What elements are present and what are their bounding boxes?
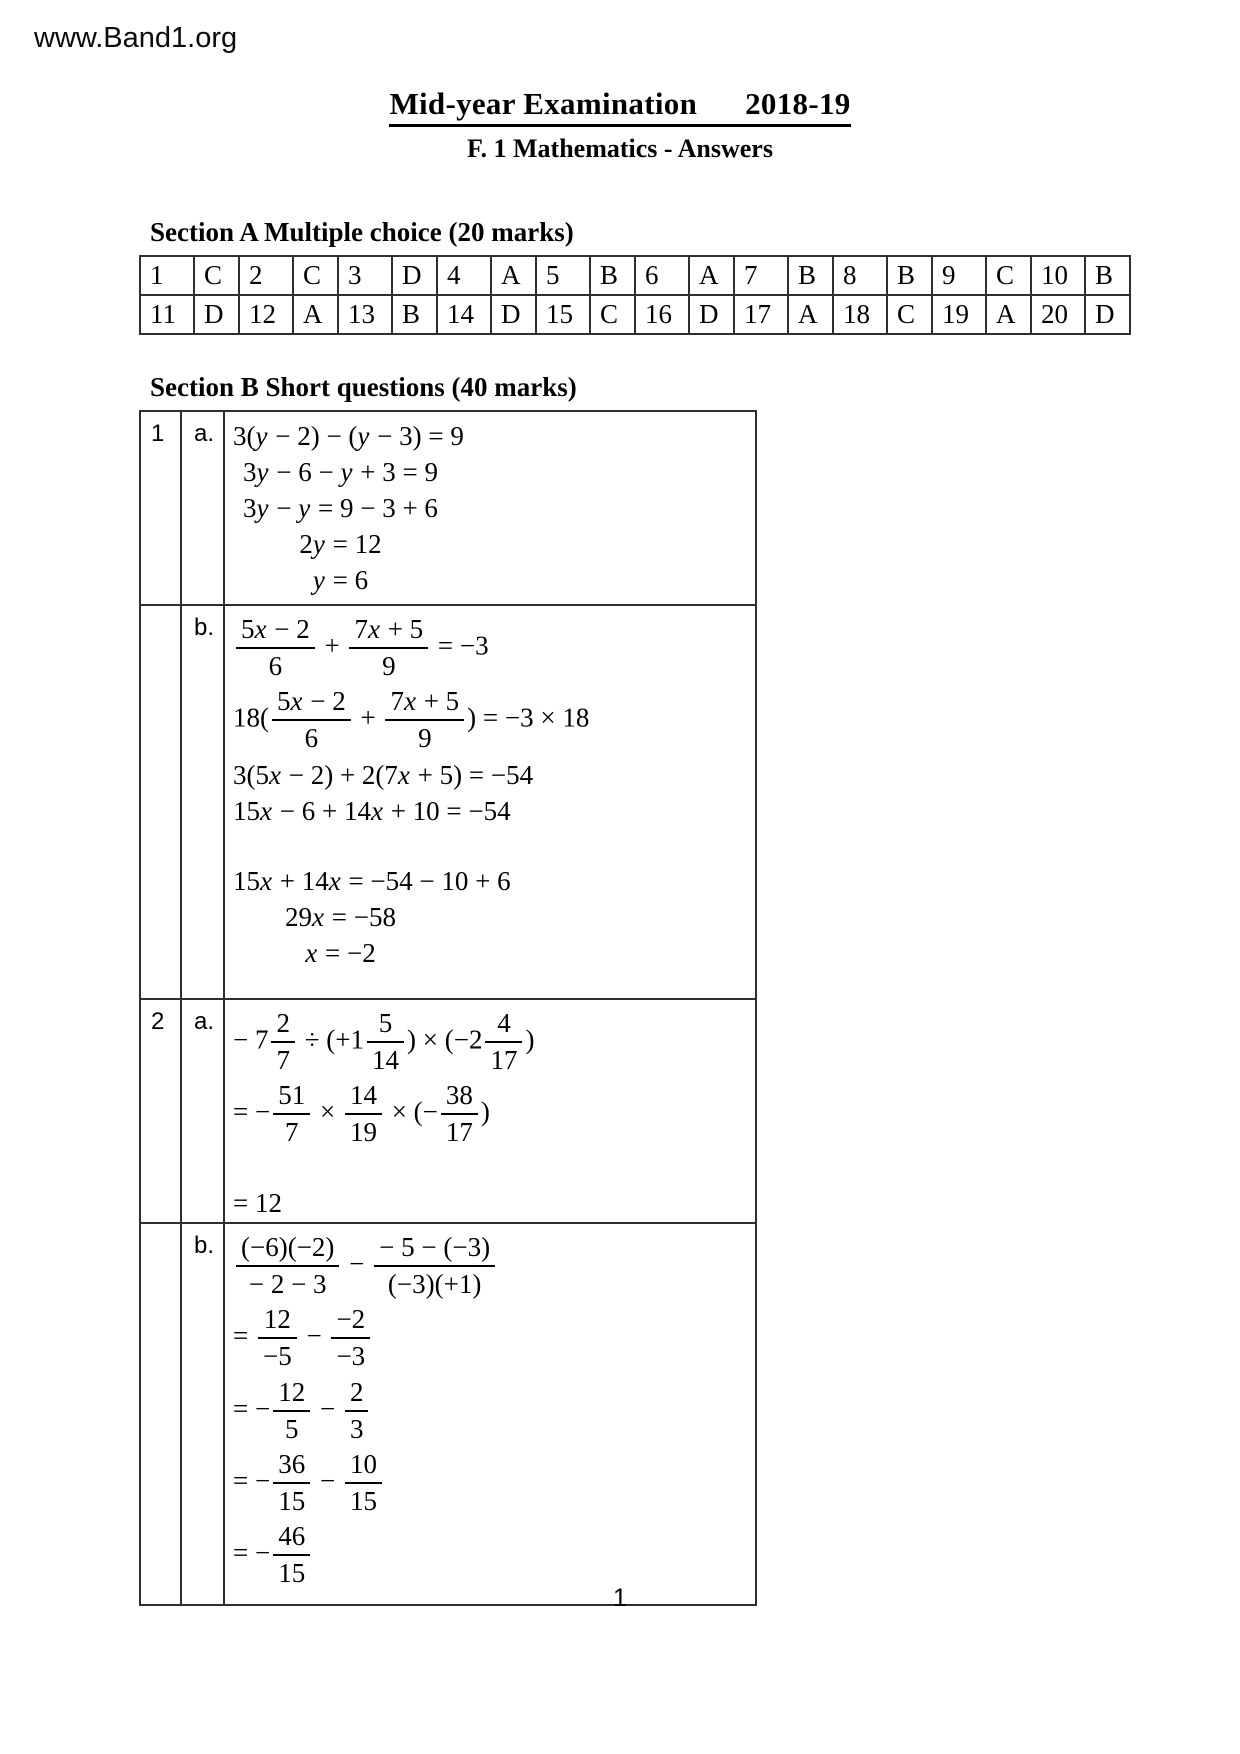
page-title-year: 2018-19 — [745, 86, 851, 121]
mc-question-number: 19 — [932, 295, 986, 334]
mc-answer: A — [788, 295, 833, 334]
mc-question-number: 4 — [437, 256, 491, 295]
math-variable: x — [260, 865, 272, 896]
math-variable: y — [256, 493, 269, 523]
mc-row — [140, 256, 1130, 295]
math-text: + — [353, 702, 383, 733]
math-text: = 12 — [325, 529, 382, 559]
math-text: + 5) = −54 — [410, 759, 534, 790]
question-number: 1 — [140, 411, 181, 605]
math-text: + — [317, 630, 347, 661]
working-cell — [224, 605, 756, 999]
math-text: 15 — [278, 1486, 306, 1517]
math-text: ) — [525, 1024, 535, 1055]
math-text: = 6 — [325, 565, 369, 595]
fraction-numerator — [345, 1081, 382, 1115]
fraction — [236, 1231, 339, 1301]
math-text: 2 — [276, 1008, 290, 1038]
math-text: 14 — [349, 1080, 377, 1111]
math-text: 19 — [349, 1117, 377, 1148]
math-text: 12 — [278, 1376, 306, 1407]
fraction-denominator — [273, 1484, 310, 1516]
fraction — [273, 1448, 310, 1518]
math-line — [233, 490, 448, 526]
fraction-denominator — [385, 721, 464, 753]
math-variable: y — [357, 421, 370, 451]
math-line — [233, 863, 511, 899]
math-variable: x — [403, 686, 416, 717]
math-text: − 3) = 9 — [370, 421, 464, 451]
mc-answer: B — [590, 256, 635, 295]
math-text: = — [233, 1320, 255, 1351]
mc-question-number: 17 — [734, 295, 788, 334]
fraction — [331, 1303, 370, 1373]
fraction — [485, 1007, 522, 1077]
fraction — [385, 685, 464, 755]
sb-row — [140, 411, 756, 605]
fraction — [273, 1079, 310, 1149]
math-variable: x — [305, 937, 318, 968]
math-variable: x — [370, 795, 383, 826]
math-text: 6 — [268, 651, 283, 682]
mc-question-number: 6 — [635, 256, 689, 295]
math-line — [233, 1078, 490, 1150]
mc-answer: B — [392, 295, 437, 334]
page-number: 1 — [613, 1584, 627, 1612]
math-text: = 9 − 3 + 6 — [311, 493, 438, 523]
page-title-main: Mid-year Examination — [389, 86, 698, 121]
math-variable: x — [260, 795, 272, 826]
math-text: 7 — [284, 1117, 299, 1148]
math-text: + 10 = −54 — [383, 795, 511, 826]
fraction-denominator — [441, 1115, 478, 1147]
fraction-denominator — [331, 1339, 370, 1371]
math-text: = −2 — [318, 937, 376, 968]
mc-question-number: 15 — [536, 295, 590, 334]
mc-answer: C — [887, 295, 932, 334]
mc-question-number: 1 — [140, 256, 194, 295]
fraction — [367, 1007, 404, 1077]
math-text: 6 — [304, 723, 319, 754]
math-text: 14 — [372, 1045, 400, 1076]
working-cell — [224, 411, 756, 605]
multiple-choice-table-body — [140, 256, 1130, 334]
fraction-denominator — [236, 649, 315, 681]
math-text: − 2) + 2(7 — [281, 759, 398, 790]
mc-question-number: 9 — [932, 256, 986, 295]
math-variable: y — [340, 457, 353, 487]
math-text: 17 — [445, 1117, 473, 1148]
math-text: 5 — [284, 1413, 299, 1444]
math-text: 38 — [445, 1080, 473, 1111]
math-text: 36 — [278, 1448, 306, 1479]
mc-answer: C — [986, 256, 1031, 295]
mc-question-number: 8 — [833, 256, 887, 295]
fraction-denominator — [271, 1043, 295, 1075]
working-area — [233, 612, 590, 971]
question-number: 2 — [140, 999, 181, 1223]
math-text: × — [313, 1096, 342, 1127]
fraction-denominator — [236, 1267, 339, 1299]
math-line — [233, 418, 464, 454]
math-text: 15 — [233, 795, 260, 826]
math-text: − — [269, 493, 299, 523]
working-area — [233, 1006, 535, 1221]
math-text: 12 — [263, 1304, 291, 1335]
mc-answer: B — [788, 256, 833, 295]
math-line — [233, 1447, 448, 1519]
math-text: 2 — [299, 529, 313, 559]
math-text: − — [313, 1392, 342, 1423]
math-variable: y — [312, 529, 325, 559]
math-text: 3( — [233, 421, 256, 451]
fraction — [236, 613, 315, 683]
fraction-numerator — [349, 615, 428, 649]
mc-answer: A — [689, 256, 734, 295]
math-text: = − — [233, 1096, 271, 1127]
section-a — [139, 217, 1131, 335]
math-text: = −58 — [325, 901, 396, 932]
fraction-numerator — [374, 1233, 495, 1267]
math-variable: y — [256, 457, 269, 487]
fraction-numerator — [273, 1450, 310, 1484]
fraction — [345, 1448, 382, 1518]
mc-question-number: 2 — [239, 256, 293, 295]
math-text: = 12 — [233, 1187, 282, 1218]
fraction-numerator — [236, 1233, 339, 1267]
fraction-denominator — [345, 1484, 382, 1516]
mc-answer: D — [1085, 295, 1130, 334]
math-variable: x — [290, 686, 303, 717]
fraction-denominator — [345, 1115, 382, 1147]
mc-question-number: 20 — [1031, 295, 1085, 334]
math-text: − 2) − ( — [268, 421, 358, 451]
fraction-numerator — [331, 1305, 370, 1339]
math-variable: x — [269, 759, 281, 790]
math-text: 9 — [418, 723, 432, 754]
fraction-denominator — [272, 721, 351, 753]
math-text: ) — [480, 1096, 490, 1127]
math-text: (−6)(−2) — [241, 1232, 335, 1262]
site-watermark: www.Band1.org — [34, 22, 238, 54]
mc-question-number: 16 — [635, 295, 689, 334]
math-text: + 5 — [416, 686, 460, 717]
fraction-denominator — [273, 1115, 310, 1147]
fraction-denominator — [367, 1043, 404, 1075]
multiple-choice-table — [139, 255, 1131, 335]
math-text: + 5 — [380, 614, 424, 644]
math-text: 3 — [243, 457, 257, 487]
mc-question-number: 12 — [239, 295, 293, 334]
math-text: ) = −3 × 18 — [467, 702, 590, 733]
fraction-numerator — [236, 615, 315, 649]
fraction-numerator — [367, 1009, 404, 1043]
fraction-numerator — [273, 1081, 310, 1115]
math-text: 5 — [277, 686, 291, 717]
question-number — [140, 605, 181, 999]
mc-question-number: 18 — [833, 295, 887, 334]
math-line — [233, 793, 511, 829]
mc-question-number: 7 — [734, 256, 788, 295]
math-text: 3(5 — [233, 759, 269, 790]
fraction — [258, 1303, 297, 1373]
math-text: + 14 — [272, 865, 329, 896]
sb-row — [140, 1223, 756, 1605]
mc-row — [140, 295, 1130, 334]
math-text: 4 — [497, 1008, 511, 1038]
fraction-numerator — [441, 1081, 478, 1115]
math-text: 17 — [490, 1045, 518, 1076]
fraction — [272, 685, 351, 755]
working-area — [233, 418, 464, 598]
math-variable: y — [298, 493, 311, 523]
math-text: − — [299, 1320, 329, 1351]
mc-answer: A — [986, 295, 1031, 334]
math-variable: x — [328, 865, 341, 896]
mc-answer: D — [689, 295, 734, 334]
math-line — [233, 454, 448, 490]
math-line — [233, 899, 448, 935]
fraction-numerator — [345, 1378, 369, 1412]
math-line — [233, 1375, 448, 1447]
math-text: 15 — [349, 1486, 377, 1517]
math-line — [233, 1302, 448, 1374]
math-text: 15 — [278, 1558, 306, 1589]
page-subtitle: F. 1 Mathematics - Answers — [467, 134, 773, 163]
math-text: 3 — [243, 493, 257, 523]
short-questions-table — [139, 410, 757, 1606]
mc-answer: D — [392, 256, 437, 295]
section-b — [139, 372, 757, 1606]
fraction-numerator — [485, 1009, 522, 1043]
fraction — [345, 1079, 382, 1149]
sb-row — [140, 605, 756, 999]
fraction-numerator — [385, 687, 464, 721]
math-text: −5 — [262, 1341, 292, 1372]
math-text: 46 — [278, 1521, 306, 1552]
math-variable: y — [255, 421, 268, 451]
mc-answer: C — [194, 256, 239, 295]
question-number — [140, 1223, 181, 1605]
fraction — [374, 1231, 495, 1301]
short-questions-table-body — [140, 411, 756, 1605]
math-line — [233, 562, 448, 598]
fraction-denominator — [349, 649, 428, 681]
math-text: 10 — [349, 1448, 377, 1479]
fraction-numerator — [273, 1522, 310, 1556]
fraction-numerator — [258, 1305, 297, 1339]
sb-row — [140, 999, 756, 1223]
math-text: − — [313, 1465, 342, 1496]
math-variable: x — [312, 901, 324, 932]
math-variable: y — [312, 565, 325, 595]
fraction-numerator — [272, 687, 351, 721]
part-label: a. — [181, 411, 224, 605]
section-a-heading: Section A Multiple choice (20 marks) — [150, 217, 574, 247]
section-b-heading: Section B Short questions (40 marks) — [150, 372, 577, 402]
fraction-numerator — [271, 1009, 295, 1043]
mc-question-number: 13 — [338, 295, 392, 334]
mc-answer: B — [887, 256, 932, 295]
math-text: = − — [233, 1537, 271, 1568]
math-text: = − — [233, 1392, 271, 1423]
math-text: − 6 − — [269, 457, 341, 487]
part-label: b. — [181, 605, 224, 999]
math-line — [233, 1230, 491, 1302]
fraction — [271, 1007, 295, 1077]
math-text: = − — [233, 1465, 271, 1496]
math-text: ÷ (+1 — [297, 1024, 365, 1055]
math-text: 9 — [382, 651, 396, 682]
working-area — [233, 1230, 491, 1592]
fraction — [273, 1376, 310, 1446]
math-text: ) × (−2 — [407, 1024, 483, 1055]
math-text: (−3)(+1) — [387, 1269, 482, 1300]
fraction — [273, 1520, 310, 1590]
math-text: 15 — [233, 865, 260, 896]
fraction-numerator — [273, 1378, 310, 1412]
math-text: 51 — [278, 1080, 306, 1111]
math-text: − 2 — [267, 614, 310, 644]
working-cell — [224, 999, 756, 1223]
math-text: 29 — [285, 901, 313, 932]
mc-answer: A — [491, 256, 536, 295]
math-text: 5 — [241, 614, 255, 644]
fraction-denominator — [485, 1043, 522, 1075]
math-text: = −54 − 10 + 6 — [341, 865, 511, 896]
part-label: a. — [181, 999, 224, 1223]
math-text: 18( — [233, 702, 269, 733]
math-line — [233, 757, 534, 793]
math-variable: x — [397, 759, 410, 790]
math-text: × (− — [384, 1096, 438, 1127]
math-text: − 5 − (−3) — [379, 1232, 491, 1262]
math-text: − — [342, 1248, 372, 1279]
math-text: 7 — [390, 686, 404, 717]
fraction — [349, 613, 428, 683]
math-line — [233, 526, 448, 562]
fraction-denominator — [345, 1412, 369, 1444]
fraction — [345, 1376, 369, 1446]
fraction-numerator — [345, 1450, 382, 1484]
math-text: −3 — [336, 1341, 366, 1372]
math-line — [233, 612, 489, 684]
mc-answer: A — [293, 295, 338, 334]
math-text: − 6 + 14 — [272, 795, 371, 826]
fraction-denominator — [273, 1412, 310, 1444]
math-variable: x — [254, 614, 267, 644]
mc-question-number: 3 — [338, 256, 392, 295]
math-line — [233, 935, 448, 971]
mc-answer: C — [293, 256, 338, 295]
math-text: 7 — [354, 614, 368, 644]
mc-answer: D — [194, 295, 239, 334]
fraction — [441, 1079, 478, 1149]
working-cell — [224, 1223, 756, 1605]
mc-question-number: 5 — [536, 256, 590, 295]
math-variable: x — [367, 614, 380, 644]
part-label: b. — [181, 1223, 224, 1605]
mc-question-number: 14 — [437, 295, 491, 334]
math-line — [233, 684, 590, 756]
math-text: 5 — [378, 1008, 393, 1038]
mc-answer: D — [491, 295, 536, 334]
math-line — [233, 1185, 448, 1221]
fraction-denominator — [258, 1339, 297, 1371]
mc-question-number: 10 — [1031, 256, 1085, 295]
math-text: − 2 − 3 — [248, 1269, 327, 1300]
math-line — [233, 1519, 448, 1591]
math-text: = −3 — [431, 630, 489, 661]
math-text: 2 — [349, 1376, 364, 1407]
page-title — [389, 86, 850, 127]
mc-answer: B — [1085, 256, 1130, 295]
math-text: 3 — [349, 1413, 364, 1444]
fraction-denominator — [374, 1267, 495, 1299]
math-line — [233, 1006, 535, 1078]
mc-answer: C — [590, 295, 635, 334]
math-text: 7 — [276, 1045, 290, 1076]
math-text: + 3 = 9 — [353, 457, 438, 487]
mc-question-number: 11 — [140, 295, 194, 334]
math-text: − 2 — [303, 686, 346, 717]
document-header — [0, 86, 1240, 164]
math-text: −2 — [336, 1304, 366, 1335]
math-text: − 7 — [233, 1024, 269, 1055]
